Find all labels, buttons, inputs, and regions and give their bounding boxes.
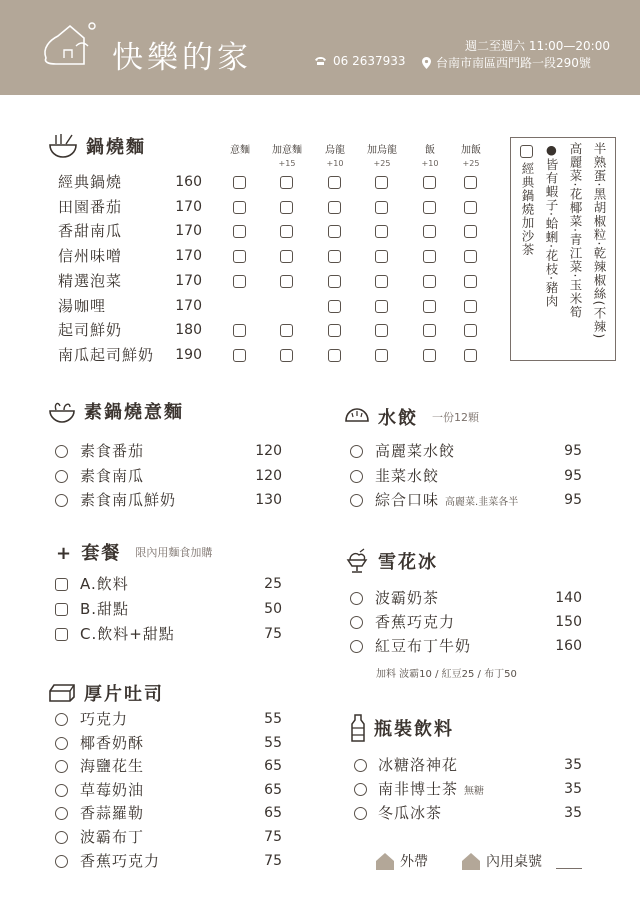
option-checkbox[interactable] xyxy=(375,250,388,263)
toast-item-name: 香蕉巧克力 xyxy=(80,851,161,870)
dumpling-item-name: 韭菜水餃 xyxy=(375,466,440,485)
column-surcharge: +10 xyxy=(326,159,344,168)
option-checkbox[interactable] xyxy=(233,176,246,189)
toast-item-price: 65 xyxy=(264,758,282,775)
dumpling-note: 一份12顆 xyxy=(432,411,479,424)
location-pin-icon xyxy=(422,57,431,69)
option-checkbox[interactable] xyxy=(328,324,341,337)
dinein-label: 內用桌號 xyxy=(486,854,542,870)
dumpling-item-name xyxy=(375,490,518,510)
hotpot-note-3: ●皆有蝦子·蛤蜊·花枝·豬肉 xyxy=(544,142,559,308)
select-radio[interactable] xyxy=(350,616,363,629)
dumpling-item-label: 綜合口味 xyxy=(375,491,440,509)
option-checkbox[interactable] xyxy=(423,176,436,189)
hotpot-item-price: 170 xyxy=(175,223,202,240)
hotpot-section-title xyxy=(48,133,146,159)
house-icon xyxy=(376,853,394,870)
toast-icon xyxy=(48,683,76,703)
toast-item-name: 海鹽花生 xyxy=(80,757,145,776)
column-header xyxy=(408,144,452,170)
hotpot-item-price: 170 xyxy=(175,272,202,289)
column-name: 加烏龍 xyxy=(367,145,397,156)
dinein-option[interactable] xyxy=(462,851,542,871)
column-name: 加意麵 xyxy=(272,145,302,156)
toast-item-price: 75 xyxy=(264,852,282,869)
option-checkbox[interactable] xyxy=(233,324,246,337)
set-item-name: A.飲料 xyxy=(80,575,129,593)
option-checkbox[interactable] xyxy=(464,324,477,337)
hotpot-item-price: 160 xyxy=(175,174,202,190)
column-header xyxy=(218,144,262,157)
address-info xyxy=(422,54,591,71)
option-checkbox[interactable] xyxy=(280,250,293,263)
toast-title-text: 厚片吐司 xyxy=(84,684,164,705)
dumpling-item-note: 高麗菜.韭菜各半 xyxy=(445,497,519,508)
column-surcharge: +25 xyxy=(462,159,480,168)
ice-title-text: 雪花冰 xyxy=(378,552,438,573)
select-radio[interactable] xyxy=(55,737,68,750)
toast-item-price: 55 xyxy=(264,711,282,727)
select-radio[interactable] xyxy=(55,760,68,773)
veg-item-name: 素食番茄 xyxy=(80,442,145,460)
select-radio[interactable] xyxy=(350,445,363,458)
select-radio[interactable] xyxy=(350,640,363,653)
hotpot-note-1: 半熟蛋·黑胡椒粒·乾辣椒絲(不辣) xyxy=(592,142,607,340)
veg-item-name: 素食南瓜鮮奶 xyxy=(80,491,177,509)
option-checkbox[interactable] xyxy=(375,349,388,362)
select-radio[interactable] xyxy=(55,784,68,797)
option-checkbox[interactable] xyxy=(423,201,436,214)
column-name: 加飯 xyxy=(461,145,481,156)
brand-name: 快樂的家 xyxy=(112,40,252,76)
column-name: 烏龍 xyxy=(325,145,345,156)
ice-item-price: 150 xyxy=(555,614,582,630)
veg-item-price: 130 xyxy=(255,492,282,508)
veg-item-price: 120 xyxy=(255,443,282,459)
option-checkbox[interactable] xyxy=(423,250,436,263)
hotpot-item-price: 170 xyxy=(175,248,202,265)
column-header xyxy=(360,144,404,170)
hotpot-item-name: 起司鮮奶 xyxy=(58,321,123,340)
ice-item-name: 紅豆布丁牛奶 xyxy=(375,637,472,655)
select-checkbox[interactable] xyxy=(55,603,68,616)
dumpling-item-price: 95 xyxy=(564,467,582,484)
set-title-text: + 套餐 xyxy=(56,543,122,564)
bottled-item-name: 冰糖洛神花 xyxy=(378,756,459,774)
option-checkbox[interactable] xyxy=(233,275,246,288)
option-checkbox[interactable] xyxy=(464,176,477,189)
phone-icon xyxy=(314,56,327,66)
select-radio[interactable] xyxy=(55,470,68,483)
option-checkbox[interactable] xyxy=(328,275,341,288)
hotpot-note-2: 高麗菜·花椰菜·青江菜·玉米筍 xyxy=(568,142,583,319)
hotpot-item-price: 170 xyxy=(175,297,202,314)
option-checkbox[interactable] xyxy=(233,349,246,362)
hotpot-item-name: 香甜南瓜 xyxy=(58,222,123,241)
dumpling-title-text: 水餃 xyxy=(378,408,418,429)
ice-addons: 加料 波霸10 / 紅豆25 / 布丁50 xyxy=(376,669,517,680)
hotpot-item-name: 信州味噌 xyxy=(58,247,123,266)
select-radio[interactable] xyxy=(55,494,68,507)
takeout-label: 外帶 xyxy=(400,854,428,870)
toast-item-price: 55 xyxy=(264,734,282,751)
bottle-icon xyxy=(350,714,366,742)
option-checkbox[interactable] xyxy=(423,275,436,288)
option-checkbox[interactable] xyxy=(328,201,341,214)
option-checkbox[interactable] xyxy=(328,176,341,189)
veg-bowl-icon xyxy=(48,398,76,424)
noodle-bowl-icon xyxy=(48,133,78,159)
dumpling-icon xyxy=(344,407,370,427)
column-surcharge: +15 xyxy=(278,159,296,168)
bottled-item-price: 35 xyxy=(564,805,582,821)
address-text: 台南市南區西門路一段290號 xyxy=(436,56,591,70)
option-checkbox[interactable] xyxy=(233,225,246,238)
option-checkbox[interactable] xyxy=(464,250,477,263)
option-checkbox[interactable] xyxy=(375,176,388,189)
addon-checkbox[interactable] xyxy=(520,145,533,158)
set-item-price: 75 xyxy=(264,626,282,642)
set-item-price: 25 xyxy=(264,576,282,592)
toast-item-price: 75 xyxy=(264,829,282,845)
veg-item-price: 120 xyxy=(255,467,282,484)
bottled-item-name xyxy=(378,779,484,799)
toast-item-name: 波霸布丁 xyxy=(80,828,145,846)
select-radio[interactable] xyxy=(354,783,367,796)
bottled-section-title xyxy=(350,714,454,742)
option-checkbox[interactable] xyxy=(464,349,477,362)
hotpot-item-price: 170 xyxy=(175,198,202,215)
select-radio[interactable] xyxy=(354,807,367,820)
shaved-ice-icon xyxy=(344,548,370,574)
column-header xyxy=(265,144,309,170)
set-item-name: C.飲料+甜點 xyxy=(80,625,175,643)
select-radio[interactable] xyxy=(55,807,68,820)
phone-number: 06 2637933 xyxy=(333,54,406,68)
addon-label: 經典鍋燒加沙茶 xyxy=(520,162,535,257)
hotpot-title-text: 鍋燒麵 xyxy=(86,137,146,158)
takeout-option[interactable] xyxy=(376,851,428,871)
column-name: 飯 xyxy=(425,145,435,156)
column-header xyxy=(313,144,357,170)
option-checkbox[interactable] xyxy=(280,324,293,337)
select-radio[interactable] xyxy=(354,759,367,772)
option-checkbox[interactable] xyxy=(464,275,477,288)
option-checkbox[interactable] xyxy=(423,300,436,313)
option-checkbox[interactable] xyxy=(464,300,477,313)
bottled-title-text: 瓶裝飲料 xyxy=(374,719,454,740)
option-checkbox[interactable] xyxy=(375,275,388,288)
column-header xyxy=(449,144,493,170)
business-hours: 週二至週六 11:00—20:00 xyxy=(465,39,610,53)
dumpling-item-price: 95 xyxy=(564,443,582,459)
bottled-item-price: 35 xyxy=(564,757,582,773)
house-logo-icon xyxy=(40,18,100,74)
toast-item-price: 65 xyxy=(264,805,282,822)
bottled-item-price: 35 xyxy=(564,781,582,797)
ice-item-name: 香蕉巧克力 xyxy=(375,613,456,631)
option-checkbox[interactable] xyxy=(280,176,293,189)
ice-item-price: 140 xyxy=(555,590,582,606)
hotpot-addon-box xyxy=(510,137,616,361)
hotpot-item-name: 精選泡菜 xyxy=(58,271,123,290)
option-checkbox[interactable] xyxy=(375,324,388,337)
select-radio[interactable] xyxy=(350,470,363,483)
option-checkbox[interactable] xyxy=(423,225,436,238)
set-item-name: B.甜點 xyxy=(80,600,130,618)
hotpot-item-price: 190 xyxy=(175,346,202,363)
toast-item-name: 香蒜羅勒 xyxy=(80,804,145,823)
select-radio[interactable] xyxy=(350,592,363,605)
hotpot-item-name: 田園番茄 xyxy=(58,197,123,216)
option-checkbox[interactable] xyxy=(233,201,246,214)
select-checkbox[interactable] xyxy=(55,578,68,591)
bottled-item-label: 南非博士茶 xyxy=(378,780,459,798)
dumpling-item-price: 95 xyxy=(564,492,582,508)
set-note: 限內用麵食加購 xyxy=(135,546,213,559)
option-checkbox[interactable] xyxy=(328,250,341,263)
option-checkbox[interactable] xyxy=(280,201,293,214)
toast-section-title xyxy=(48,680,164,706)
set-section-title xyxy=(56,539,212,565)
select-radio[interactable] xyxy=(55,445,68,458)
dumpling-section-title xyxy=(344,404,479,430)
set-item-price: 50 xyxy=(264,601,282,617)
select-radio[interactable] xyxy=(350,494,363,507)
option-checkbox[interactable] xyxy=(375,300,388,313)
bottled-item-note: 無糖 xyxy=(464,786,485,797)
column-surcharge: +10 xyxy=(421,159,439,168)
phone-info xyxy=(314,54,406,68)
toast-item-name: 椰香奶酥 xyxy=(80,733,145,752)
veg-section-title xyxy=(48,398,184,424)
option-checkbox[interactable] xyxy=(423,324,436,337)
ice-item-name: 波霸奶茶 xyxy=(375,589,440,607)
option-checkbox[interactable] xyxy=(280,349,293,362)
option-checkbox[interactable] xyxy=(464,201,477,214)
option-checkbox[interactable] xyxy=(280,275,293,288)
house-icon xyxy=(462,853,480,870)
table-number-line xyxy=(556,868,582,869)
option-checkbox[interactable] xyxy=(233,250,246,263)
option-checkbox[interactable] xyxy=(375,201,388,214)
hotpot-item-name: 湯咖哩 xyxy=(58,296,107,315)
veg-title-text: 素鍋燒意麵 xyxy=(84,402,184,423)
option-checkbox[interactable] xyxy=(280,225,293,238)
select-radio[interactable] xyxy=(55,855,68,868)
column-name: 意麵 xyxy=(230,145,250,156)
option-checkbox[interactable] xyxy=(375,225,388,238)
option-checkbox[interactable] xyxy=(328,349,341,362)
bottled-item-name: 冬瓜冰茶 xyxy=(378,804,443,822)
dumpling-item-name: 高麗菜水餃 xyxy=(375,442,456,460)
hotpot-item-price: 180 xyxy=(175,322,202,339)
column-surcharge: +25 xyxy=(373,159,391,168)
toast-item-name: 草莓奶油 xyxy=(80,780,145,799)
select-checkbox[interactable] xyxy=(55,628,68,641)
select-radio[interactable] xyxy=(55,831,68,844)
hotpot-item-name: 經典鍋燒 xyxy=(58,173,123,191)
hotpot-item-name: 南瓜起司鮮奶 xyxy=(58,345,155,364)
header-bar xyxy=(0,0,640,95)
option-checkbox[interactable] xyxy=(423,349,436,362)
option-checkbox[interactable] xyxy=(328,225,341,238)
ice-section-title xyxy=(344,548,438,574)
ice-item-price: 160 xyxy=(555,638,582,654)
toast-item-price: 65 xyxy=(264,781,282,798)
toast-item-name: 巧克力 xyxy=(80,710,129,728)
option-checkbox[interactable] xyxy=(328,300,341,313)
option-checkbox[interactable] xyxy=(464,225,477,238)
select-radio[interactable] xyxy=(55,713,68,726)
veg-item-name: 素食南瓜 xyxy=(80,466,145,485)
